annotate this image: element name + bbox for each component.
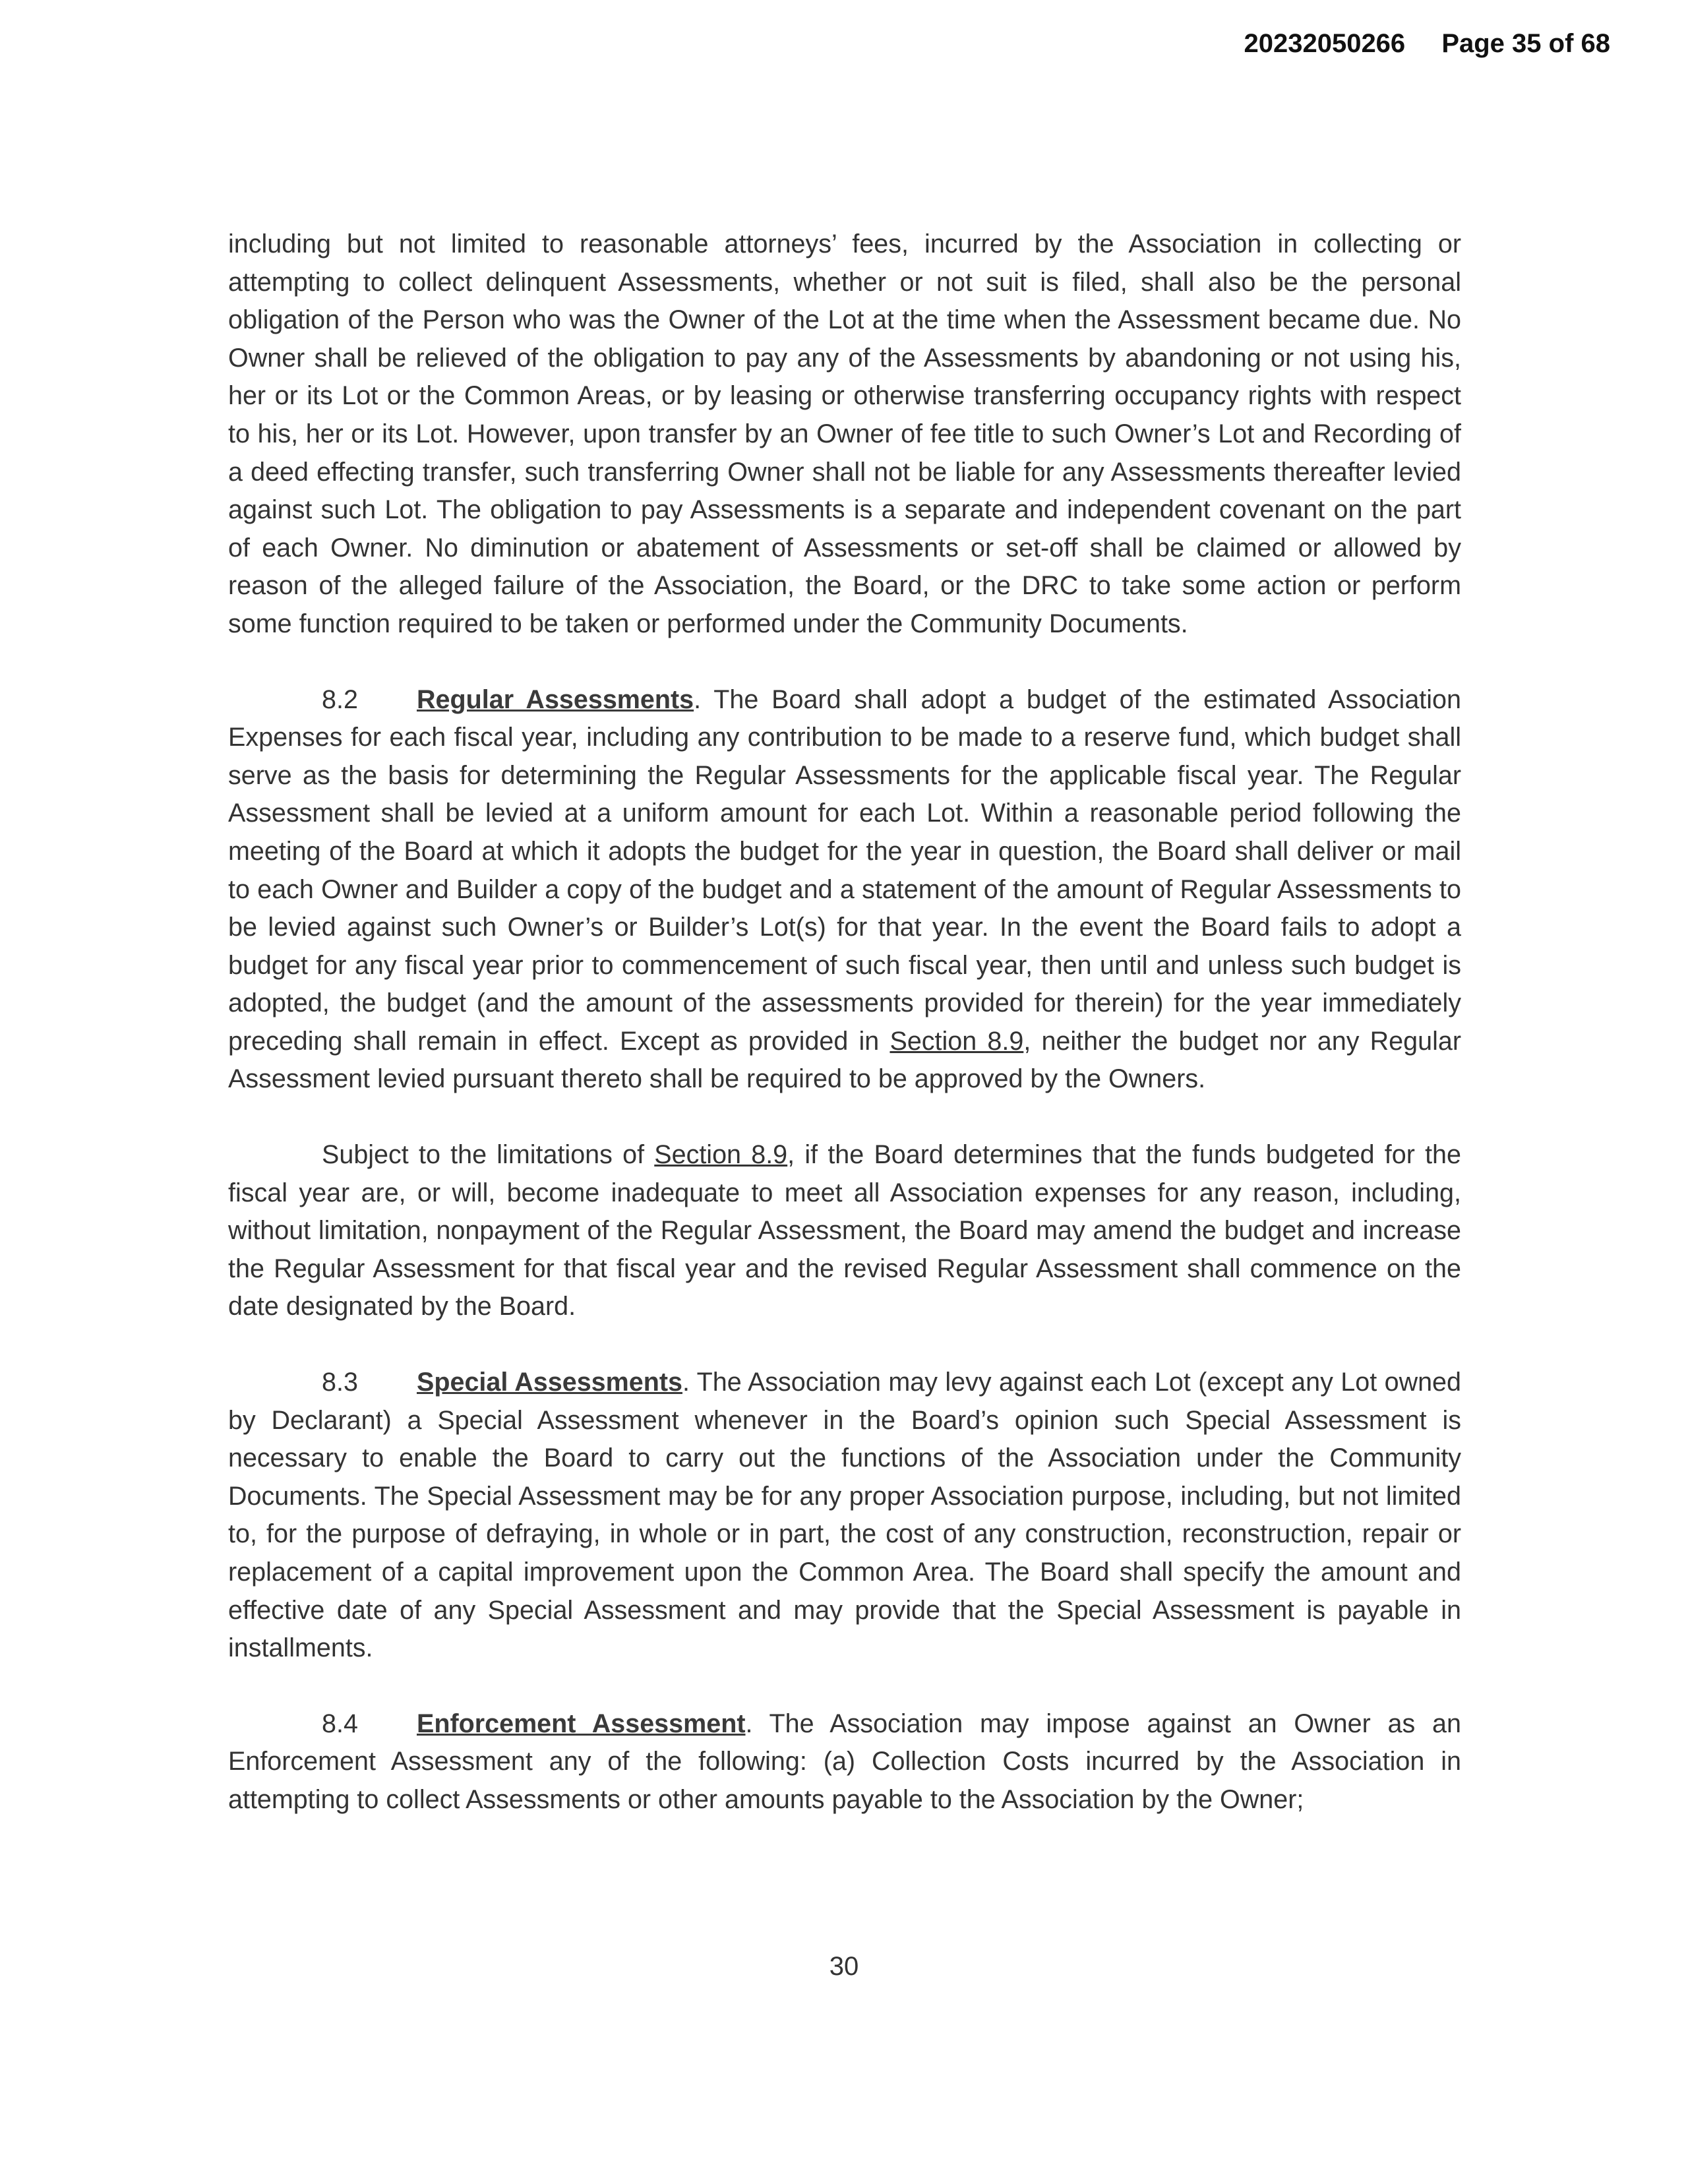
- section-heading: Regular Assessments: [417, 684, 694, 714]
- section-reference-link[interactable]: Section 8.9: [654, 1140, 788, 1170]
- section-heading: Enforcement Assessment: [417, 1709, 746, 1738]
- heading-period: .: [745, 1709, 753, 1738]
- section-text: The Association may levy against each Lot (except any Lot owned by Declarant) a Special Assessment whenever in the Board’s opinion such Special Assessment is necessary to enable the Board to carry out the functions of the Association under the Community Documents. The Special Assessment may be for any proper Association purpose, including, but not limited to, for the purpose of defraying, in whole or in part, the cost of any construction, reconstruction, repair or replacement of a capital improvement upon the Common Area. The Board shall specify the amount and effective date of any Special Assessment and may provide that the Special Assessment is payable in installments.: [228, 1368, 1461, 1663]
- section-number: 8.2: [322, 684, 358, 714]
- section-number: 8.3: [322, 1368, 358, 1397]
- section-reference-link[interactable]: Section 8.9: [889, 1026, 1024, 1056]
- page-number: 30: [829, 1952, 859, 1981]
- page-label: Page 35 of 68: [1441, 29, 1610, 58]
- section-heading: Special Assessments: [417, 1368, 682, 1397]
- section-8-3: [228, 1364, 1461, 1668]
- paragraph-text: Subject to the limitations of: [322, 1140, 655, 1170]
- document-number: 20232050266: [1244, 29, 1406, 58]
- section-8-2: [228, 681, 1461, 1099]
- section-8-4: [228, 1705, 1461, 1819]
- paragraph-subject-to-limitations: [228, 1136, 1461, 1326]
- section-text-end: , neither the budget nor any Regular Assessment levied pursuant thereto shall be required to be approved by the Owners.: [228, 1026, 1461, 1094]
- section-text: The Board shall adopt a budget of the estimated Association Expenses for each fiscal year, including any contribution to be made to a reserve fund, which budget shall serve as the basis for determining the Regular Assessments for the applicable fiscal year. The Regular Assessment shall be levied at a uniform amount for each Lot. Within a reasonable period following the meeting of the Board at which it adopts the budget for the year in question, the Board shall deliver or mail to each Owner and Builder a copy of the budget and a statement of the amount of Regular Assessments to be levied against such Owner’s or Builder’s Lot(s) for that year. In the event the Board fails to adopt a budget for any fiscal year prior to commencement of such fiscal year, then until and unless such budget is adopted, the budget (and the amount of the assessments provided for therein) for the year immediately preceding shall remain in effect. Except as provided in: [228, 684, 1461, 1056]
- heading-period: .: [682, 1368, 690, 1397]
- paragraph-text: including but not limited to reasonable attorneys’ fees, incurred by the Association in collecting or attempting to collect delinquent Assessments, whether or not suit is filed, shall also be the personal obligation of the Person who was the Owner of the Lot at the time when the Assessment became due. No Owner shall be relieved of the obligation to pay any of the Assessments by abandoning or not using his, her or its Lot or the Common Areas, or by leasing or otherwise transferring occupancy rights with respect to his, her or its Lot. However, upon transfer by an Owner of fee title to such Owner’s Lot and Recording of a deed effecting transfer, such transferring Owner shall not be liable for any Assessments thereafter levied against such Lot. The obligation to pay Assessments is a separate and independent covenant on the part of each Owner. No diminution or abatement of Assessments or set-off shall be claimed or allowed by reason of the alleged failure of the Association, the Board, or the DRC to take some action or perform some function required to be taken or performed under the Community Documents.: [228, 229, 1461, 638]
- section-text: The Association may impose against an Owner as an Enforcement Assessment any of the following: (a) Collection Costs incurred by the Association in attempting to collect Assessments or other amounts payable to the Association by the Owner;: [228, 1709, 1461, 1814]
- section-number: 8.4: [322, 1709, 358, 1738]
- recording-stamp: [1244, 29, 1610, 59]
- document-body: [228, 226, 1461, 1819]
- paragraph-text-end: , if the Board determines that the funds budgeted for the fiscal year are, or will, become inadequate to meet all Association expenses for any reason, including, without limitation, nonpayment of the Regular Assessment, the Board may amend the budget and increase the Regular Assessment for that fiscal year and the revised Regular Assessment shall commence on the date designated by the Board.: [228, 1140, 1461, 1321]
- heading-period: .: [694, 684, 702, 714]
- paragraph-continuation: [228, 226, 1461, 644]
